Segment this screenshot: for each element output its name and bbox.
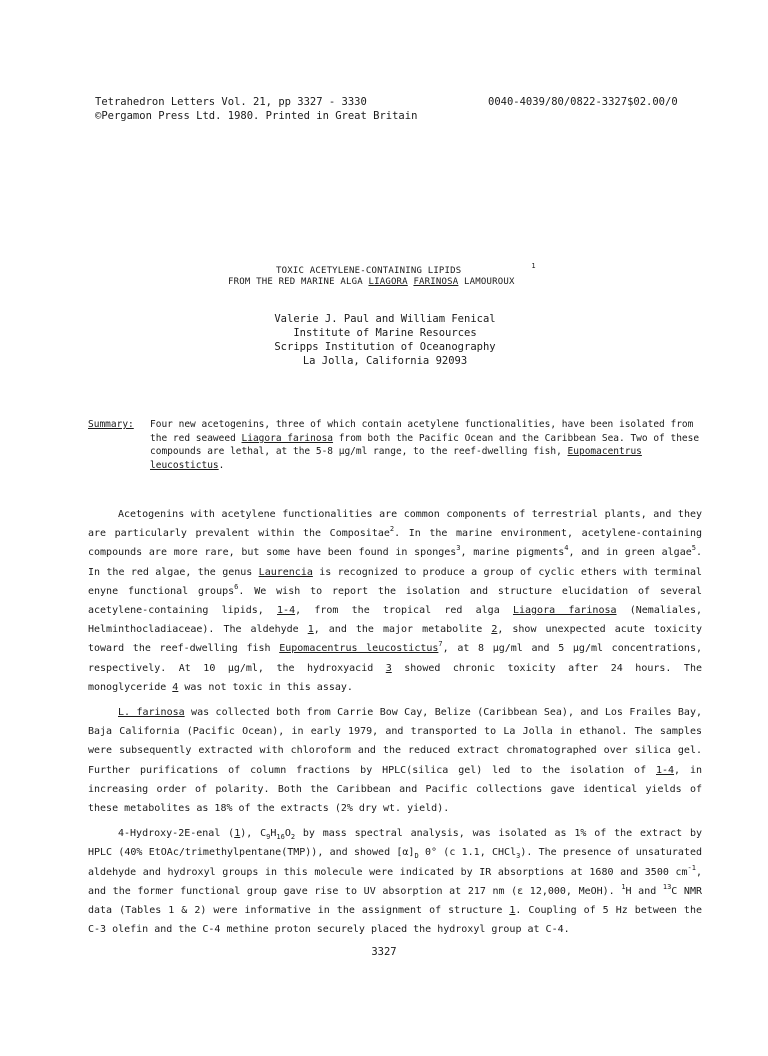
author-names: Valerie J. Paul and William Fenical — [274, 313, 496, 325]
journal-citation: Tetrahedron Letters Vol. 21, pp 3327 - 3330 — [95, 96, 367, 108]
summary-label: Summary: — [88, 419, 134, 430]
article-body — [88, 505, 702, 945]
affiliation-scripps: Scripps Institution of Oceanography — [274, 341, 496, 353]
title-line-1: TOXIC ACETYLENE-CONTAINING LIPIDS $^1$ — [276, 262, 536, 276]
title-genus: LIAGORA — [368, 277, 408, 287]
affiliation-institute: Institute of Marine Resources — [293, 327, 477, 339]
paragraph-compound-1: 4-Hydroxy-2E-enal (1), $C_9H_{16}O_2$ by mass spectral analysis, was isolated as 1% of the extract by HPLC (40% EtOAc/trimethylpentane(TMP)), and showed $[\alpha]_D$ 0° (c 1.1, CHCl$_3$). The presence of unsaturated aldehyde and hydroxyl groups in this molecule were indicated by IR absorptions at 1680 and 3500 $cm^{-1}$, and the former functional group gave rise to UV absorption at 217 nm (ε 12,000, MeOH). $^1$H and $^{13}$C NMR data (Tables 1 & 2) were informative in the assignment of structure 1. Coupling of 5 Hz between the C-3 olefin and the C-4 methine proton securely placed the hydroxyl group at C-4. — [88, 828, 703, 936]
copyright-line: ©Pergamon Press Ltd. 1980. Printed in Great Britain — [95, 110, 418, 122]
title-species: FARINOSA — [413, 277, 459, 287]
author-block — [200, 312, 570, 368]
paragraph-collection: L. farinosa was collected both from Carrie Bow Cay, Belize (Caribbean Sea), and Los Frailes Bay, Baja California (Pacific Ocean), in early 1979, and transported to La Jolla in ethanol. The samples were subsequently extracted with chloroform and the reduced extract chromatographed over silica gel. Further purifications of column fractions by HPLC(silica gel) led to the isolation of 1-4, in increasing order of polarity. Both the Caribbean and Pacific collections gave identical yields of these metabolites as 18% of the extracts (2% dry wt. yield). — [88, 707, 702, 815]
paragraph-intro: Acetogenins with acetylene functionalities are common components of terrestrial plants, and they are particularly prevalent within the Compositae$^2$. In the marine environment, acetylene-containing compounds are more rare, but some have been found in sponges$^3$, marine pigments$^4$, and in green algae$^5$. In the red algae, the genus Laurencia is recognized to produce a group of cyclic ethers with terminal enyne functional groups$^6$. We wish to report the isolation and structure elucidation of several acetylene-containing lipids, 1-4, from the tropical red alga Liagora farinosa (Nemaliales, Helminthocladiaceae). The aldehyde 1, and the major metabolite 2, show unexpected acute toxicity toward the reef-dwelling fish Eupomacentrus leucostictus$^7$, at 8 µg/ml and 5 µg/ml concentrations, respectively. At 10 µg/ml, the hydroxyacid 3 showed chronic toxicity after 24 hours. The monoglyceride 4 was not toxic in this assay. — [88, 509, 703, 693]
summary-block — [88, 418, 708, 472]
article-code: 0040-4039/80/0822-3327$02.00/0 — [488, 96, 678, 108]
affiliation-location: La Jolla, California 92093 — [302, 355, 468, 367]
page-number: 3327 — [371, 946, 397, 958]
title-footnote: 1 — [531, 262, 536, 270]
title-line-2: FROM THE RED MARINE ALGA LIAGORA FARINOSA LAMOUROUX — [228, 277, 515, 287]
summary-text: Four new acetogenins, three of which contain acetylene functionalities, have been isolated from the red seaweed Liagora farinosa from both the Pacific Ocean and the Caribbean Sea. Two of these compounds are lethal, at the 5-8 µg/ml range, to the reef-dwelling fish, Eupomacentrus leucostictus. — [150, 419, 700, 471]
